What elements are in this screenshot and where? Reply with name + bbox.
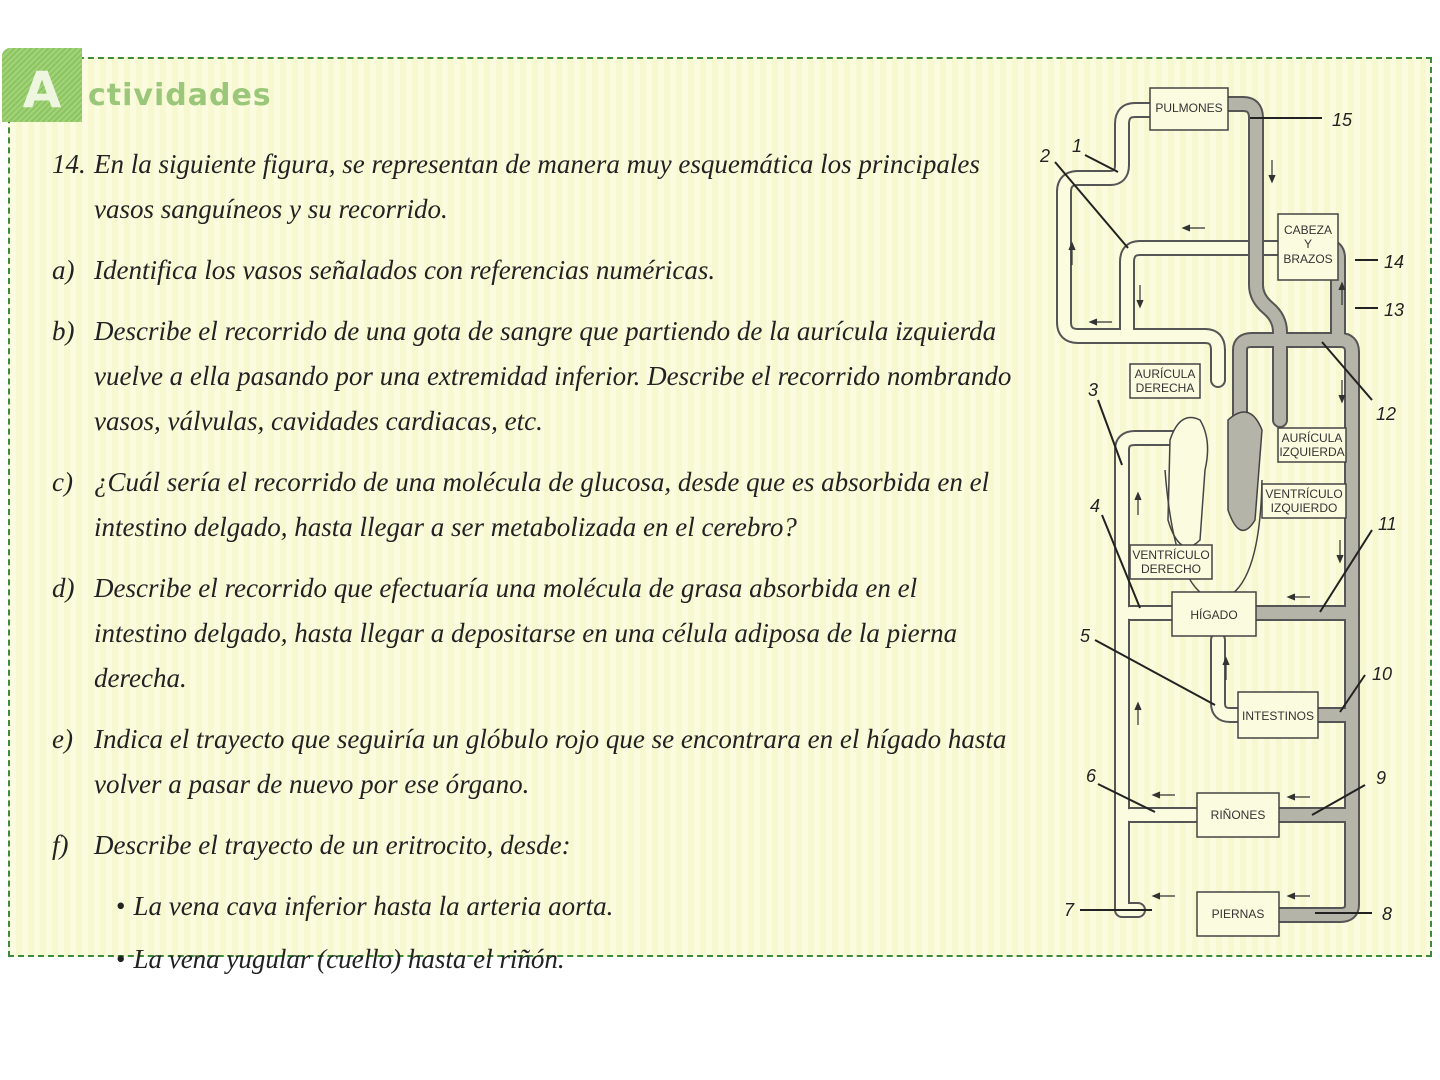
question-f: f) Describe el trayecto de un eritrocito, desde: (52, 830, 571, 860)
question-c: c) ¿Cuál sería el recorrido de una molécula de glucosa, desde que es absorbida en el intestino delgado, hasta llegar a ser metabolizada en el cerebro? (52, 467, 990, 542)
left-ventricle-label: VENTRÍCULO (1265, 487, 1343, 501)
lungs-label: PULMONES (1155, 101, 1223, 115)
exercise-intro: 14. En la siguiente figura, se representan de manera muy esquemática los principales vasos sanguíneos y su recorrido. (52, 142, 1012, 232)
ref-7: 7 (1064, 900, 1075, 920)
ref-4: 4 (1090, 496, 1101, 516)
exercise-number: 14. (52, 149, 86, 179)
question-a: a) Identifica los vasos señalados con referencias numéricas. (52, 255, 716, 285)
ref-12: 12 (1376, 404, 1397, 424)
ref-1: 1 (1072, 136, 1083, 156)
legs-label: PIERNAS (1211, 907, 1265, 921)
kidneys-label: RIÑONES (1210, 808, 1266, 822)
ref-10: 10 (1372, 664, 1393, 684)
ref-14: 14 (1384, 252, 1405, 272)
right-ventricle-label: VENTRÍCULO (1132, 548, 1210, 562)
question-d: d) Describe el recorrido que efectuaría una molécula de grasa absorbida en el intestino delgado, hasta llegar a depositarse en una célula adiposa de la pierna derecha. (52, 573, 958, 693)
activity-badge (2, 48, 82, 122)
left-atrium-label: AURÍCULA (1281, 431, 1343, 445)
svg-text:BRAZOS: BRAZOS (1283, 252, 1333, 266)
exercise-text (52, 142, 1012, 990)
ref-13: 13 (1384, 300, 1405, 320)
badge-letter: A (22, 61, 62, 119)
svg-text:DERECHA: DERECHA (1135, 381, 1195, 395)
circulation-diagram (1030, 80, 1440, 950)
svg-text:Y: Y (1303, 237, 1313, 251)
ref-6: 6 (1086, 766, 1097, 786)
question-e: e) Indica el trayecto que seguiría un glóbulo rojo que se encontrara en el hígado hasta volver a pasar de nuevo por ese órgano. (52, 724, 1007, 799)
ref-8: 8 (1382, 904, 1393, 924)
section-title: ctividades (88, 78, 272, 113)
ref-11: 11 (1378, 514, 1397, 534)
intestines-label: INTESTINOS (1241, 709, 1315, 723)
svg-text:DERECHO: DERECHO (1140, 562, 1202, 576)
liver-label: HÍGADO (1190, 608, 1238, 622)
right-atrium-label: AURÍCULA (1134, 367, 1196, 381)
bullet-item: • La vena cava inferior hasta la arteria aorta. (52, 884, 1012, 929)
ref-5: 5 (1080, 626, 1091, 646)
ref-2: 2 (1040, 146, 1051, 166)
ref-15: 15 (1332, 110, 1353, 130)
ref-9: 9 (1376, 768, 1387, 788)
question-b: b) Describe el recorrido de una gota de sangre que partiendo de la aurícula izquierda vuelve a ella pasando por una extremidad inferior. Describe el recorrido nombrando vasos, válvulas, cavidades cardiacas, etc. (52, 316, 1012, 436)
bullet-item: • La vena yugular (cuello) hasta el riñón. (52, 937, 1012, 982)
svg-text:IZQUIERDO: IZQUIERDO (1270, 501, 1338, 515)
head-label: CABEZA (1283, 223, 1333, 237)
svg-text:IZQUIERDA: IZQUIERDA (1279, 445, 1345, 459)
ref-3: 3 (1088, 380, 1099, 400)
